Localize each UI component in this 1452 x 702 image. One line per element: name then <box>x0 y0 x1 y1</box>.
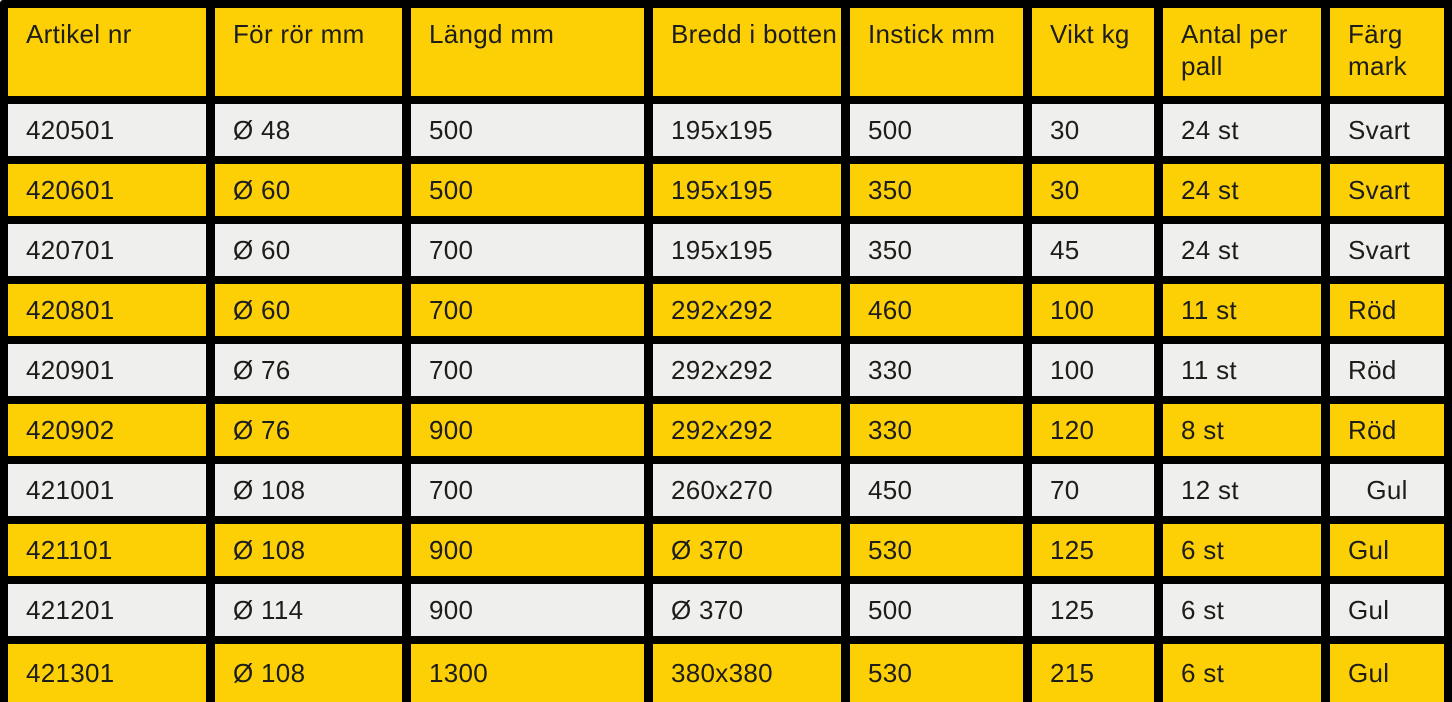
table-cell: 700 <box>411 224 644 276</box>
table-row <box>8 644 1444 702</box>
table-cell: 45 <box>1032 224 1154 276</box>
table-row <box>8 284 1444 336</box>
table-cell: Ø 370 <box>653 584 841 636</box>
table-cell: 195x195 <box>653 224 841 276</box>
table-cell: Ø 60 <box>215 164 402 216</box>
table-cell: Ø 60 <box>215 224 402 276</box>
table-cell: 70 <box>1032 464 1154 516</box>
table-header-row <box>8 8 1444 96</box>
table-cell: 420902 <box>8 404 206 456</box>
table-cell: 500 <box>850 104 1023 156</box>
table-cell: 421101 <box>8 524 206 576</box>
table-cell: 30 <box>1032 104 1154 156</box>
table-cell: Ø 370 <box>653 524 841 576</box>
table-cell: 195x195 <box>653 104 841 156</box>
table-row <box>8 404 1444 456</box>
table-cell: 11 st <box>1163 344 1321 396</box>
table-cell: 421001 <box>8 464 206 516</box>
table-row <box>8 164 1444 216</box>
table-row <box>8 584 1444 636</box>
table-cell: 420701 <box>8 224 206 276</box>
table-cell: 500 <box>850 584 1023 636</box>
table-cell: 420801 <box>8 284 206 336</box>
table-cell: 120 <box>1032 404 1154 456</box>
table-cell: 350 <box>850 164 1023 216</box>
table-cell: 900 <box>411 404 644 456</box>
table-cell: 8 st <box>1163 404 1321 456</box>
column-header-instick-mm: Instick mm <box>850 8 1023 96</box>
column-header-for-ror-mm: För rör mm <box>215 8 402 96</box>
table-row <box>8 104 1444 156</box>
table-cell: Ø 60 <box>215 284 402 336</box>
table-cell: Ø 48 <box>215 104 402 156</box>
table-cell: 100 <box>1032 344 1154 396</box>
table-cell: 421201 <box>8 584 206 636</box>
table-cell: 195x195 <box>653 164 841 216</box>
table-cell: 215 <box>1032 644 1154 702</box>
column-header-bredd-i-botten: Bredd i botten <box>653 8 841 96</box>
table-cell: Svart <box>1330 104 1444 156</box>
column-header-antal-per-pall: Antal per pall <box>1163 8 1321 96</box>
table-cell: 700 <box>411 284 644 336</box>
table-cell: 6 st <box>1163 584 1321 636</box>
table-row <box>8 464 1444 516</box>
table-cell: 6 st <box>1163 524 1321 576</box>
table-cell: 100 <box>1032 284 1154 336</box>
table-cell: 260x270 <box>653 464 841 516</box>
table-cell: 421301 <box>8 644 206 702</box>
column-header-farg-mark: Färg mark <box>1330 8 1444 96</box>
table-cell: 292x292 <box>653 284 841 336</box>
table-cell: 292x292 <box>653 404 841 456</box>
table-cell: 11 st <box>1163 284 1321 336</box>
table-cell: 330 <box>850 404 1023 456</box>
table-cell: 6 st <box>1163 644 1321 702</box>
table-cell: Röd <box>1330 344 1444 396</box>
table-cell: 380x380 <box>653 644 841 702</box>
column-header-langd-mm: Längd mm <box>411 8 644 96</box>
table-cell: 24 st <box>1163 104 1321 156</box>
table-cell: 1300 <box>411 644 644 702</box>
table-cell: 420601 <box>8 164 206 216</box>
table-cell: 500 <box>411 164 644 216</box>
table-cell: 500 <box>411 104 644 156</box>
table-cell: 292x292 <box>653 344 841 396</box>
table-cell: Röd <box>1330 284 1444 336</box>
table-cell: 900 <box>411 584 644 636</box>
table-cell: Ø 108 <box>215 644 402 702</box>
table-cell: 24 st <box>1163 224 1321 276</box>
table-cell: 450 <box>850 464 1023 516</box>
table-cell: Ø 108 <box>215 524 402 576</box>
table-cell: Gul <box>1330 524 1444 576</box>
table-cell: Ø 114 <box>215 584 402 636</box>
table-cell: 700 <box>411 344 644 396</box>
table-cell: 330 <box>850 344 1023 396</box>
table-cell: Svart <box>1330 224 1444 276</box>
column-header-vikt-kg: Vikt kg <box>1032 8 1154 96</box>
table-cell: 350 <box>850 224 1023 276</box>
table-cell: 420901 <box>8 344 206 396</box>
table-row <box>8 344 1444 396</box>
column-header-artikel-nr: Artikel nr <box>8 8 206 96</box>
table-cell: Ø 76 <box>215 404 402 456</box>
table-row <box>8 224 1444 276</box>
table-cell: Gul <box>1330 644 1444 702</box>
table-cell: 30 <box>1032 164 1154 216</box>
table-cell: 125 <box>1032 584 1154 636</box>
table-cell: Röd <box>1330 404 1444 456</box>
table-cell: 125 <box>1032 524 1154 576</box>
table-cell: Svart <box>1330 164 1444 216</box>
table-cell: 420501 <box>8 104 206 156</box>
table-cell: Gul <box>1330 584 1444 636</box>
table-cell: 900 <box>411 524 644 576</box>
table-cell: 24 st <box>1163 164 1321 216</box>
table-cell: 530 <box>850 524 1023 576</box>
table-cell: 700 <box>411 464 644 516</box>
table-cell: 460 <box>850 284 1023 336</box>
table-cell: Ø 76 <box>215 344 402 396</box>
table-cell: 530 <box>850 644 1023 702</box>
table-cell: 12 st <box>1163 464 1321 516</box>
table-cell: Gul <box>1330 464 1444 516</box>
table-row <box>8 524 1444 576</box>
table-cell: Ø 108 <box>215 464 402 516</box>
